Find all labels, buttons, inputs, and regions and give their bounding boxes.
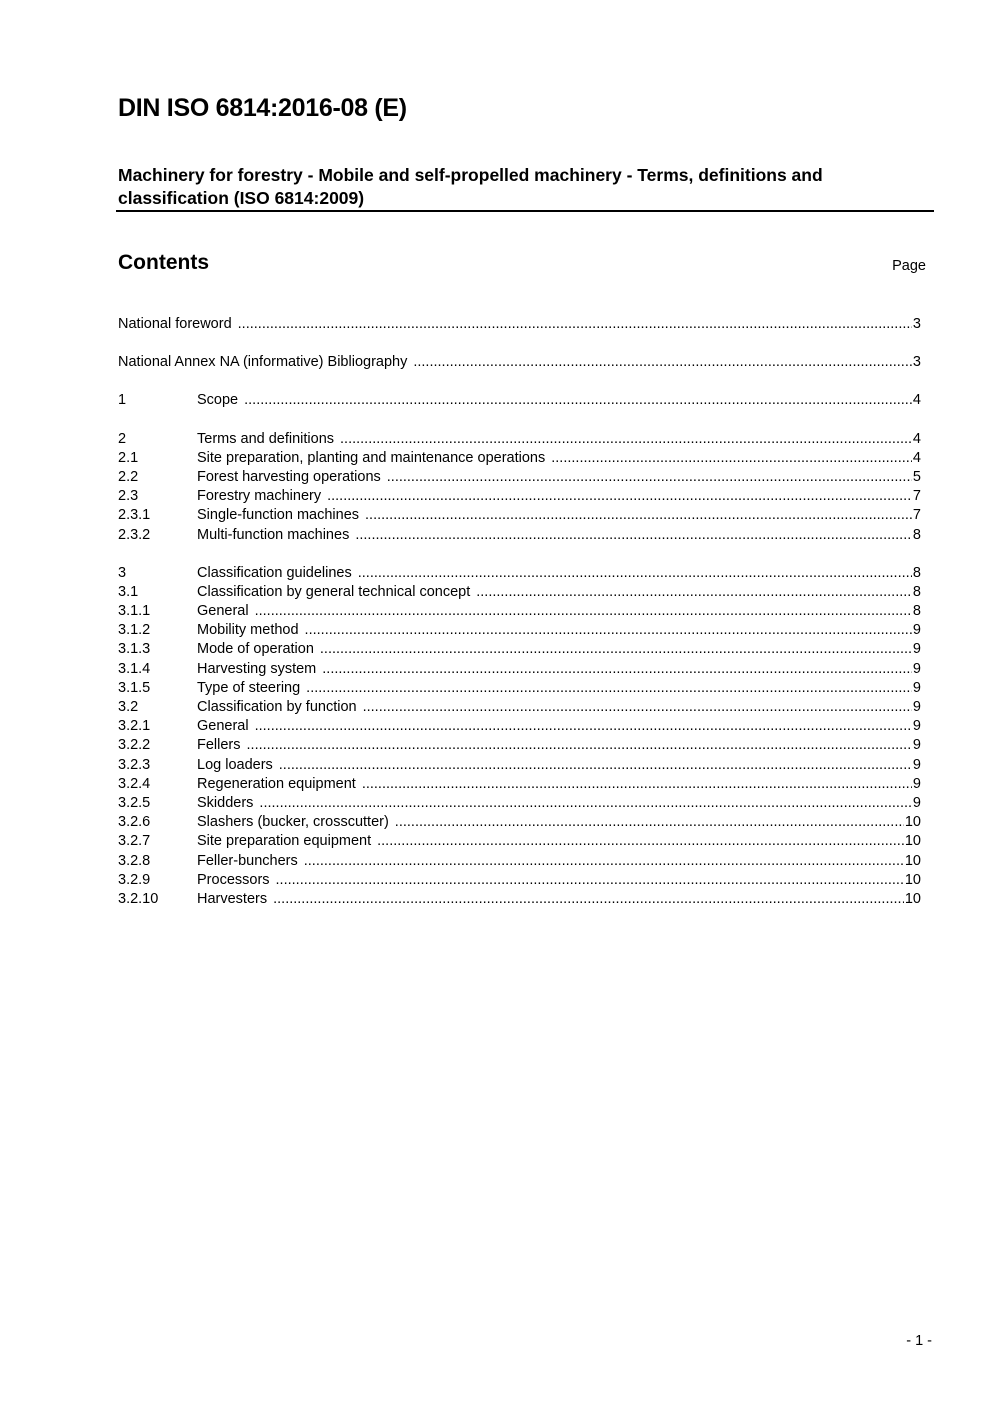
toc-entry-title: Harvesting system	[197, 660, 317, 677]
toc-entry-page: 4	[912, 430, 921, 447]
toc-dot-leader	[363, 698, 912, 717]
toc-dot-leader	[362, 775, 912, 794]
toc-entry[interactable]	[118, 813, 921, 832]
toc-entry-page: 3	[912, 354, 921, 371]
toc-entry[interactable]	[118, 736, 921, 755]
toc-dot-leader	[387, 468, 912, 487]
toc-entry-page: 9	[912, 737, 921, 754]
toc-entry-title: Skidders	[197, 794, 254, 811]
toc-dot-leader	[327, 487, 912, 506]
toc-entry-title: Processors	[197, 871, 270, 888]
toc-entry-title: Classification by function	[197, 699, 357, 715]
toc-entry-page: 9	[912, 756, 921, 773]
toc-entry-page: 4	[912, 392, 921, 409]
toc-entry-number: 3.2.9	[118, 871, 151, 888]
toc-entry-title: Log loaders	[197, 756, 273, 773]
toc-entry-page: 9	[912, 622, 921, 639]
toc-entry-title: Mobility method	[197, 622, 299, 639]
toc-entry-page: 9	[912, 775, 921, 792]
toc-entry-page: 9	[912, 718, 921, 735]
toc-entry-number: 3.1.2	[118, 622, 151, 639]
toc-entry-page: 8	[912, 603, 921, 620]
toc-entry-number: 3.1.4	[118, 660, 151, 677]
toc-entry[interactable]	[118, 717, 921, 736]
toc-entry-title: Fellers	[197, 737, 241, 754]
toc-entry[interactable]	[118, 430, 921, 449]
toc-entry-page: 9	[912, 794, 921, 811]
toc-dot-leader	[476, 583, 912, 602]
toc-entry-title: Regeneration equipment	[197, 775, 356, 792]
toc-entry-title: Site preparation, planting and maintenance operations	[197, 449, 546, 466]
toc-entry-page: 9	[912, 679, 921, 696]
toc-entry-number: 3.2.10	[118, 890, 159, 907]
toc-entry-title: Type of steering	[197, 679, 301, 696]
toc-entry[interactable]	[118, 679, 921, 698]
toc-dot-leader	[377, 832, 904, 851]
toc-entry-page: 8	[912, 526, 921, 543]
toc-entry-title: Single-function machines	[197, 507, 360, 524]
toc-entry-number: 3.2.6	[118, 814, 151, 831]
toc-entry[interactable]	[118, 564, 921, 583]
toc-entry-title: National Annex NA (informative) Bibliography	[118, 354, 408, 371]
toc-entry[interactable]	[118, 506, 921, 525]
toc-entry-page: 9	[912, 699, 921, 715]
toc-entry[interactable]	[118, 775, 921, 794]
toc-entry-title: Classification by general technical concept	[197, 583, 471, 600]
toc-entry-number: 2.1	[118, 449, 139, 466]
toc-dot-leader	[551, 449, 912, 468]
toc-dot-leader	[305, 621, 912, 640]
toc-entry[interactable]	[118, 487, 921, 506]
toc-entry-number: 2.2	[118, 468, 139, 485]
toc-entry[interactable]	[118, 890, 921, 909]
toc-entry[interactable]	[118, 353, 921, 372]
toc-entry-number: 2	[118, 430, 127, 447]
toc-entry-page: 4	[912, 449, 921, 466]
toc-dot-leader	[395, 813, 904, 832]
toc-entry[interactable]	[118, 756, 921, 775]
page-number: - 1 -	[906, 1333, 932, 1349]
toc-entry[interactable]	[118, 315, 921, 334]
toc-dot-leader	[365, 506, 912, 525]
toc-entry-number: 3.1.3	[118, 641, 151, 658]
toc-entry[interactable]	[118, 871, 921, 890]
toc-entry-title: National foreword	[118, 316, 232, 332]
toc-entry-title: Feller-bunchers	[197, 852, 298, 869]
toc-entry-number: 3.2.7	[118, 833, 151, 850]
document-subtitle: Machinery for forestry - Mobile and self-propelled machinery - Terms, definitions and classification (ISO 6814:2009)	[118, 165, 823, 208]
toc-entry[interactable]	[118, 852, 921, 871]
toc-entry-page: 10	[904, 852, 921, 869]
toc-entry[interactable]	[118, 526, 921, 545]
toc-entry-title: Harvesters	[197, 890, 268, 907]
toc-entry-title: Classification guidelines	[197, 564, 352, 581]
table-of-contents	[118, 315, 921, 909]
toc-entry[interactable]	[118, 449, 921, 468]
toc-entry-title: Slashers (bucker, crosscutter)	[197, 814, 389, 831]
toc-dot-leader	[320, 640, 912, 659]
toc-entry[interactable]	[118, 832, 921, 851]
toc-entry-number: 3.2	[118, 699, 139, 715]
toc-entry-title: Forestry machinery	[197, 488, 322, 505]
toc-dot-leader	[259, 794, 912, 813]
toc-dot-leader	[255, 602, 912, 621]
toc-entry-number: 3.2.1	[118, 718, 151, 735]
toc-entry-number: 3.1	[118, 583, 139, 600]
toc-entry-page: 9	[912, 641, 921, 658]
toc-entry-number: 3.1.5	[118, 679, 151, 696]
toc-dot-leader	[306, 679, 912, 698]
toc-entry-title: Forest harvesting operations	[197, 468, 381, 485]
toc-entry-title: Multi-function machines	[197, 526, 350, 543]
toc-entry-number: 3.1.1	[118, 603, 151, 620]
toc-entry-number: 3.2.5	[118, 794, 151, 811]
contents-heading: Contents	[118, 251, 209, 274]
toc-entry-page: 10	[904, 833, 921, 850]
toc-entry-number: 3.2.3	[118, 756, 151, 773]
toc-dot-leader	[247, 736, 912, 755]
toc-entry-title: General	[197, 718, 249, 735]
toc-entry-page: 7	[912, 488, 921, 505]
toc-entry-page: 9	[912, 660, 921, 677]
toc-entry-title: Site preparation equipment	[197, 833, 372, 850]
toc-entry-number: 3	[118, 564, 127, 581]
toc-dot-leader	[276, 871, 904, 890]
toc-entry-page: 5	[912, 468, 921, 485]
toc-entry[interactable]	[118, 391, 921, 410]
toc-entry-number: 3.2.2	[118, 737, 151, 754]
toc-dot-leader	[255, 717, 912, 736]
toc-entry-page: 3	[912, 316, 921, 332]
toc-entry[interactable]	[118, 640, 921, 659]
title-divider	[116, 210, 934, 212]
toc-entry[interactable]	[118, 621, 921, 640]
toc-dot-leader	[238, 315, 912, 334]
toc-dot-leader	[304, 852, 904, 871]
toc-entry-number: 3.2.8	[118, 852, 151, 869]
toc-entry[interactable]	[118, 698, 921, 717]
toc-dot-leader	[279, 756, 912, 775]
toc-entry-title: Mode of operation	[197, 641, 314, 658]
toc-entry[interactable]	[118, 602, 921, 621]
toc-entry-page: 10	[904, 871, 921, 888]
toc-entry-page: 7	[912, 507, 921, 524]
toc-entry[interactable]	[118, 468, 921, 487]
toc-dot-leader	[322, 660, 912, 679]
toc-entry[interactable]	[118, 583, 921, 602]
toc-entry-number: 2.3	[118, 488, 139, 505]
toc-entry-title: General	[197, 603, 249, 620]
toc-entry-title: Terms and definitions	[197, 430, 335, 447]
toc-entry-page: 10	[904, 814, 921, 831]
toc-dot-leader	[358, 564, 912, 583]
toc-entry-number: 3.2.4	[118, 775, 151, 792]
toc-entry[interactable]	[118, 660, 921, 679]
toc-dot-leader	[244, 391, 912, 410]
toc-dot-leader	[355, 526, 912, 545]
toc-entry-number: 1	[118, 392, 127, 409]
toc-entry-number: 2.3.2	[118, 526, 151, 543]
document-id: DIN ISO 6814:2016-08 (E)	[118, 94, 407, 122]
toc-entry-page: 8	[912, 564, 921, 581]
toc-dot-leader	[273, 890, 904, 909]
toc-entry-page: 8	[912, 583, 921, 600]
toc-entry-number: 2.3.1	[118, 507, 151, 524]
toc-entry-title: Scope	[197, 392, 239, 409]
toc-entry-page: 10	[904, 890, 921, 907]
toc-dot-leader	[413, 353, 912, 372]
toc-dot-leader	[340, 430, 912, 449]
toc-entry[interactable]	[118, 794, 921, 813]
page-column-label: Page	[892, 258, 926, 274]
